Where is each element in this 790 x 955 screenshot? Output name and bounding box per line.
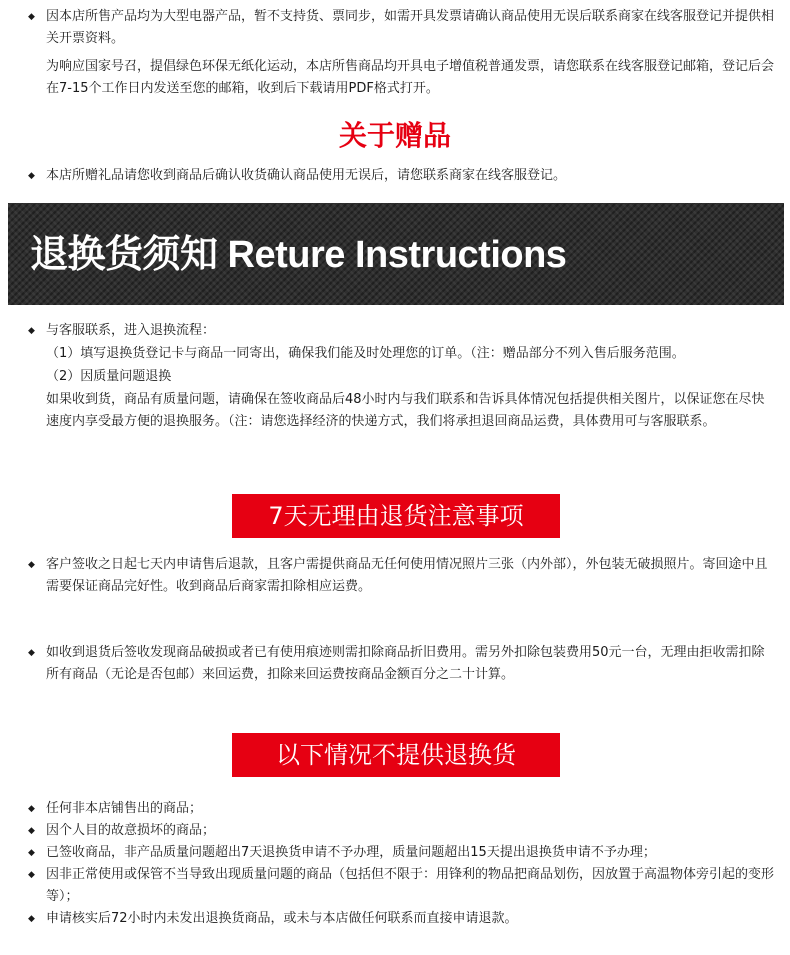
seven-day-note-2 xyxy=(28,642,776,686)
diamond-bullet-icon: ◆ xyxy=(28,171,35,181)
list-item-text: 申请核实后72小时内未发出退换货商品，或未与本店做任何联系而直接申请退款。 xyxy=(46,911,518,926)
list-item-text: 已签收商品，非产品质量问题超出7天退换货申请不予办理，质量问题超出15天提出退换货申请不予办理； xyxy=(46,845,656,860)
returns-step-1-text: （1）填写退换货登记卡与商品一同寄出，确保我们能及时处理您的订单。（注：赠品部分不列入售后服务范围。 xyxy=(46,346,685,361)
returns-detail-text: 如果收到货，商品有质量问题，请确保在签收商品后48小时内与我们联系和告诉具体情况包括提供相关图片，以保证您在尽快速度内享受最方便的退换服务。（注：请您选择经济的快递方式，我们将承担退回商品运费，具体费用可与客服联系。 xyxy=(46,392,765,429)
returns-step-1 xyxy=(46,343,784,365)
no-return-heading: 以下情况不提供退换货 xyxy=(232,733,560,777)
no-return-list xyxy=(28,798,776,930)
returns-detail xyxy=(46,389,774,433)
list-item-text: 因个人目的故意损坏的商品； xyxy=(46,823,216,838)
diamond-bullet-icon: ◆ xyxy=(28,914,35,924)
returns-lead-text: 与客服联系，进入退换流程： xyxy=(46,323,216,338)
banner-title: 退换货须知 Reture Instructions xyxy=(30,234,567,276)
returns-lead xyxy=(28,320,776,342)
seven-day-heading: 7天无理由退货注意事项 xyxy=(232,494,560,538)
diamond-bullet-icon: ◆ xyxy=(28,12,35,22)
invoice-note-1-text: 因本店所售产品均为大型电器产品，暂不支持货、票同步，如需开具发票请确认商品使用无误后联系商家在线客服登记并提供相关开票资料。 xyxy=(46,9,775,46)
diamond-bullet-icon: ◆ xyxy=(28,848,35,858)
list-item xyxy=(28,864,776,908)
diamond-bullet-icon: ◆ xyxy=(28,648,35,658)
gifts-note-text: 本店所赠礼品请您收到商品后确认收货确认商品使用无误后，请您联系商家在线客服登记。 xyxy=(46,168,567,183)
invoice-note-2-text: 为响应国家号召，提倡绿色环保无纸化运动，本店所售商品均开具电子增值税普通发票，请您联系在线客服登记邮箱，登记后会在7-15个工作日内发送至您的邮箱，收到后下载请用PDF格式打开。 xyxy=(46,59,775,96)
diamond-bullet-icon: ◆ xyxy=(28,870,35,880)
seven-day-note-1 xyxy=(28,554,776,598)
list-item-text: 任何非本店铺售出的商品； xyxy=(46,801,203,816)
gifts-heading: 关于赠品 xyxy=(338,119,451,152)
returns-step-2 xyxy=(46,366,776,388)
diamond-bullet-icon: ◆ xyxy=(28,826,35,836)
list-item-text: 因非正常使用或保管不当导致出现质量问题的商品（包括但不限于：用锋利的物品把商品划伤，因放置于高温物体旁引起的变形等）； xyxy=(46,867,775,904)
seven-day-note-2-text: 如收到退货后签收发现商品破损或者已有使用痕迹则需扣除商品折旧费用。需另外扣除包装费用50元一台，无理由拒收需扣除所有商品（无论是否包邮）来回运费，扣除来回运费按商品金额百分之二十计算。 xyxy=(46,645,765,682)
list-item xyxy=(28,798,776,820)
diamond-bullet-icon: ◆ xyxy=(28,804,35,814)
list-item xyxy=(28,842,776,864)
invoice-note-1 xyxy=(28,6,776,50)
seven-day-note-1-text: 客户签收之日起七天内申请售后退款，且客户需提供商品无任何使用情况照片三张（内外部），外包装无破损照片。寄回途中且需要保证商品完好性。收到商品后商家需扣除相应运费。 xyxy=(46,557,768,594)
return-instructions-banner xyxy=(8,203,784,305)
returns-step-2-text: （2）因质量问题退换 xyxy=(46,369,172,384)
list-item xyxy=(28,908,776,930)
list-item xyxy=(28,820,776,842)
gifts-note xyxy=(28,165,776,187)
diamond-bullet-icon: ◆ xyxy=(28,326,35,336)
invoice-note-2 xyxy=(46,56,776,100)
diamond-bullet-icon: ◆ xyxy=(28,560,35,570)
